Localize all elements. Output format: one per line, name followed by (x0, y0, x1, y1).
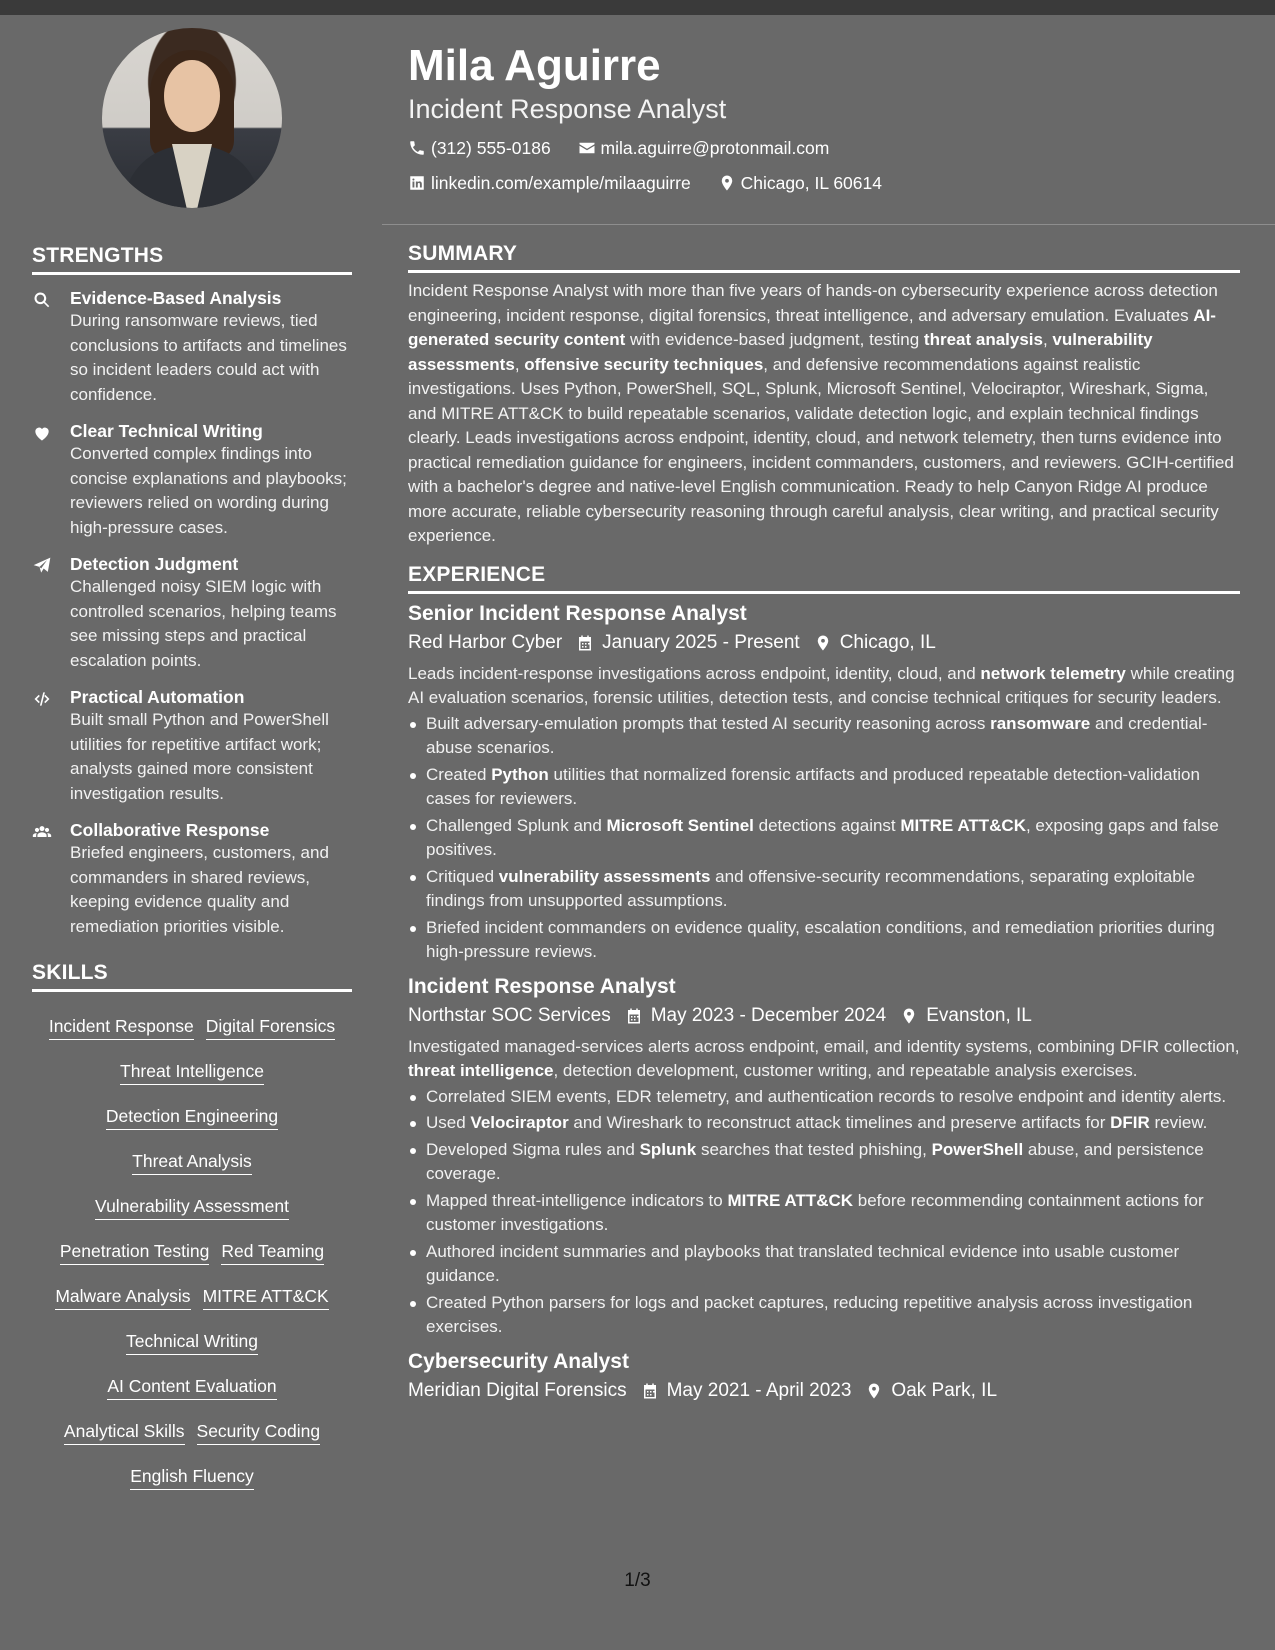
candidate-role: Incident Response Analyst (408, 94, 727, 124)
job-bullet: Mapped threat-intelligence indicators to MITRE ATT&CK before recommending containment actions for customer investigations. (408, 1189, 1240, 1238)
linkedin[interactable] (408, 167, 691, 199)
strength-item (32, 819, 352, 939)
heart-icon (32, 420, 70, 540)
skills-title: SKILLS (32, 961, 352, 992)
job-meta (408, 1376, 1240, 1406)
map-pin-icon (900, 1007, 918, 1025)
summary-text: Incident Response Analyst with more than five years of hands-on cybersecurity experience across detection engineering, incident response, digital forensics, threat intelligence, and adversary emulation. Evaluates AI-generated security content with evidence-based judgment, testing threat analysis, vulnerability assessments, offensive security techniques, and defensive recommendations against realistic investigations. Uses Python, PowerShell, SQL, Splunk, Microsoft Sentinel, Velociraptor, Wireshark, Sigma, and MITRE ATT&CK to build repeatable scenarios, validate detection logic, and explain technical findings clearly. Leads investigations across endpoint, identity, cloud, and network telemetry, then turns evidence into practical remediation guidance for engineers, incident commanders, customers, and reviewers. GCIH-certified with a bachelor's degree and native-level English communication. Ready to help Canyon Ridge AI produce more accurate, reliable cybersecurity reasoning through careful analysis, clear writing, and practical security experience. (408, 281, 1234, 545)
job-title: Cybersecurity Analyst (408, 1349, 629, 1373)
job-bullet: Challenged Splunk and Microsoft Sentinel detections against MITRE ATT&CK, exposing gaps and false positives. (408, 814, 1240, 863)
linkedin-icon (408, 174, 426, 192)
strength-text: Briefed engineers, customers, and commanders in shared reviews, keeping evidence quality and remediation priorities visible. (70, 843, 329, 936)
strength-item (32, 686, 352, 806)
main-content (408, 242, 1240, 1414)
job-bullet: Created Python parsers for logs and packet captures, reducing repetitive analysis across investigation exercises. (408, 1291, 1240, 1340)
profile-photo (102, 28, 282, 208)
location (718, 167, 882, 199)
job-bullet: Authored incident summaries and playbooks that translated technical evidence into usable customer guidance. (408, 1240, 1240, 1289)
skill-tag: Penetration Testing (60, 1240, 210, 1265)
calendar-icon (641, 1382, 659, 1400)
candidate-name: Mila Aguirre (408, 41, 661, 90)
phone-icon (408, 139, 426, 157)
skill-tag: Digital Forensics (206, 1015, 335, 1040)
skill-tag: MITRE ATT&CK (203, 1285, 329, 1310)
paper-plane-icon (32, 553, 70, 673)
skill-tag: Security Coding (197, 1420, 321, 1445)
job-location: Chicago, IL (839, 631, 936, 653)
skill-tag: Threat Intelligence (120, 1060, 264, 1085)
strength-item (32, 553, 352, 673)
map-pin-icon (814, 634, 832, 652)
strength-item (32, 287, 352, 407)
strengths-list (32, 287, 352, 939)
code-icon (32, 686, 70, 806)
strength-title: Detection Judgment (70, 554, 239, 574)
strength-text: During ransomware reviews, tied conclusions to artifacts and timelines so incident leaders could act with confidence. (70, 311, 347, 404)
envelope-icon (578, 139, 596, 157)
job-dates: January 2025 - Present (602, 631, 800, 653)
phone-text: (312) 555-0186 (431, 138, 551, 158)
header-divider (382, 224, 1275, 225)
job-meta (408, 1001, 1240, 1031)
job-entry (408, 973, 1240, 1340)
job-bullets (408, 712, 1240, 965)
job-meta (408, 628, 1240, 658)
job-bullet: Correlated SIEM events, EDR telemetry, and authentication records to resolve endpoint and identity alerts. (408, 1085, 1240, 1110)
header (408, 40, 1238, 202)
experience-title: EXPERIENCE (408, 563, 1240, 594)
email-text: mila.aguirre@protonmail.com (600, 138, 830, 158)
summary-title: SUMMARY (408, 242, 1240, 273)
left-column (32, 28, 352, 1499)
experience-list (408, 600, 1240, 1406)
job-bullet: Built adversary-emulation prompts that tested AI security reasoning across ransomware and credential-abuse scenarios. (408, 712, 1240, 761)
strength-text: Built small Python and PowerShell utilities for repetitive artifact work; analysts gained more consistent investigation results. (70, 710, 329, 803)
job-dates: May 2021 - April 2023 (666, 1379, 852, 1401)
linkedin-text: linkedin.com/example/milaaguirre (431, 173, 691, 193)
skill-tag: Vulnerability Assessment (95, 1195, 289, 1220)
search-icon (32, 287, 70, 407)
job-entry (408, 600, 1240, 965)
job-entry (408, 1348, 1240, 1406)
users-icon (32, 819, 70, 939)
skill-tag: Malware Analysis (55, 1285, 190, 1310)
phone[interactable] (408, 132, 551, 164)
skill-tag: Detection Engineering (106, 1105, 278, 1130)
job-bullet: Briefed incident commanders on evidence quality, escalation conditions, and remediation priorities during high-pressure reviews. (408, 916, 1240, 965)
email[interactable] (578, 132, 830, 164)
map-pin-icon (865, 1382, 883, 1400)
strength-title: Clear Technical Writing (70, 421, 263, 441)
strength-title: Collaborative Response (70, 820, 270, 840)
strength-title: Evidence-Based Analysis (70, 288, 282, 308)
strengths-title: STRENGTHS (32, 244, 352, 275)
job-company: Meridian Digital Forensics (408, 1379, 627, 1401)
calendar-icon (576, 634, 594, 652)
job-bullet: Used Velociraptor and Wireshark to reconstruct attack timelines and preserve artifacts for DFIR review. (408, 1111, 1240, 1136)
skills-list (32, 1004, 352, 1499)
skill-tag: Threat Analysis (132, 1150, 252, 1175)
contact-info (408, 132, 1238, 202)
skill-tag: Technical Writing (126, 1330, 258, 1355)
strength-item (32, 420, 352, 540)
job-location: Oak Park, IL (891, 1379, 998, 1401)
job-bullet: Developed Sigma rules and Splunk searches that tested phishing, PowerShell abuse, and persistence coverage. (408, 1138, 1240, 1187)
job-bullet: Created Python utilities that normalized forensic artifacts and produced repeatable detection-validation cases for reviewers. (408, 763, 1240, 812)
job-bullet: Critiqued vulnerability assessments and offensive-security recommendations, separating exploitable findings from unsupported assumptions. (408, 865, 1240, 914)
calendar-icon (625, 1007, 643, 1025)
top-bar (0, 0, 1275, 15)
job-summary: Leads incident-response investigations across endpoint, identity, cloud, and network telemetry while creating AI evaluation scenarios, forensic utilities, detection tests, and concise technical critiques for security leaders. (408, 663, 1235, 707)
skill-tag: Red Teaming (221, 1240, 324, 1265)
skill-tag: Incident Response (49, 1015, 194, 1040)
job-bullets (408, 1085, 1240, 1340)
page-indicator: 1/3 (624, 1570, 651, 1591)
job-title: Incident Response Analyst (408, 974, 676, 998)
job-company: Northstar SOC Services (408, 1004, 611, 1026)
strength-text: Converted complex findings into concise explanations and playbooks; reviewers relied on wording during high-pressure cases. (70, 444, 347, 537)
strength-title: Practical Automation (70, 687, 245, 707)
location-text: Chicago, IL 60614 (740, 173, 882, 193)
skill-tag: Analytical Skills (64, 1420, 185, 1445)
job-dates: May 2023 - December 2024 (650, 1004, 887, 1026)
skill-tag: AI Content Evaluation (107, 1375, 276, 1400)
job-location: Evanston, IL (926, 1004, 1032, 1026)
job-title: Senior Incident Response Analyst (408, 601, 747, 625)
skill-tag: English Fluency (130, 1465, 254, 1490)
strength-text: Challenged noisy SIEM logic with controlled scenarios, helping teams see missing steps and practical escalation points. (70, 577, 337, 670)
job-summary: Investigated managed-services alerts across endpoint, email, and identity systems, combining DFIR collection, threat intelligence, detection development, customer writing, and repeatable analysis exercises. (408, 1036, 1240, 1080)
map-pin-icon (718, 174, 736, 192)
job-company: Red Harbor Cyber (408, 631, 563, 653)
